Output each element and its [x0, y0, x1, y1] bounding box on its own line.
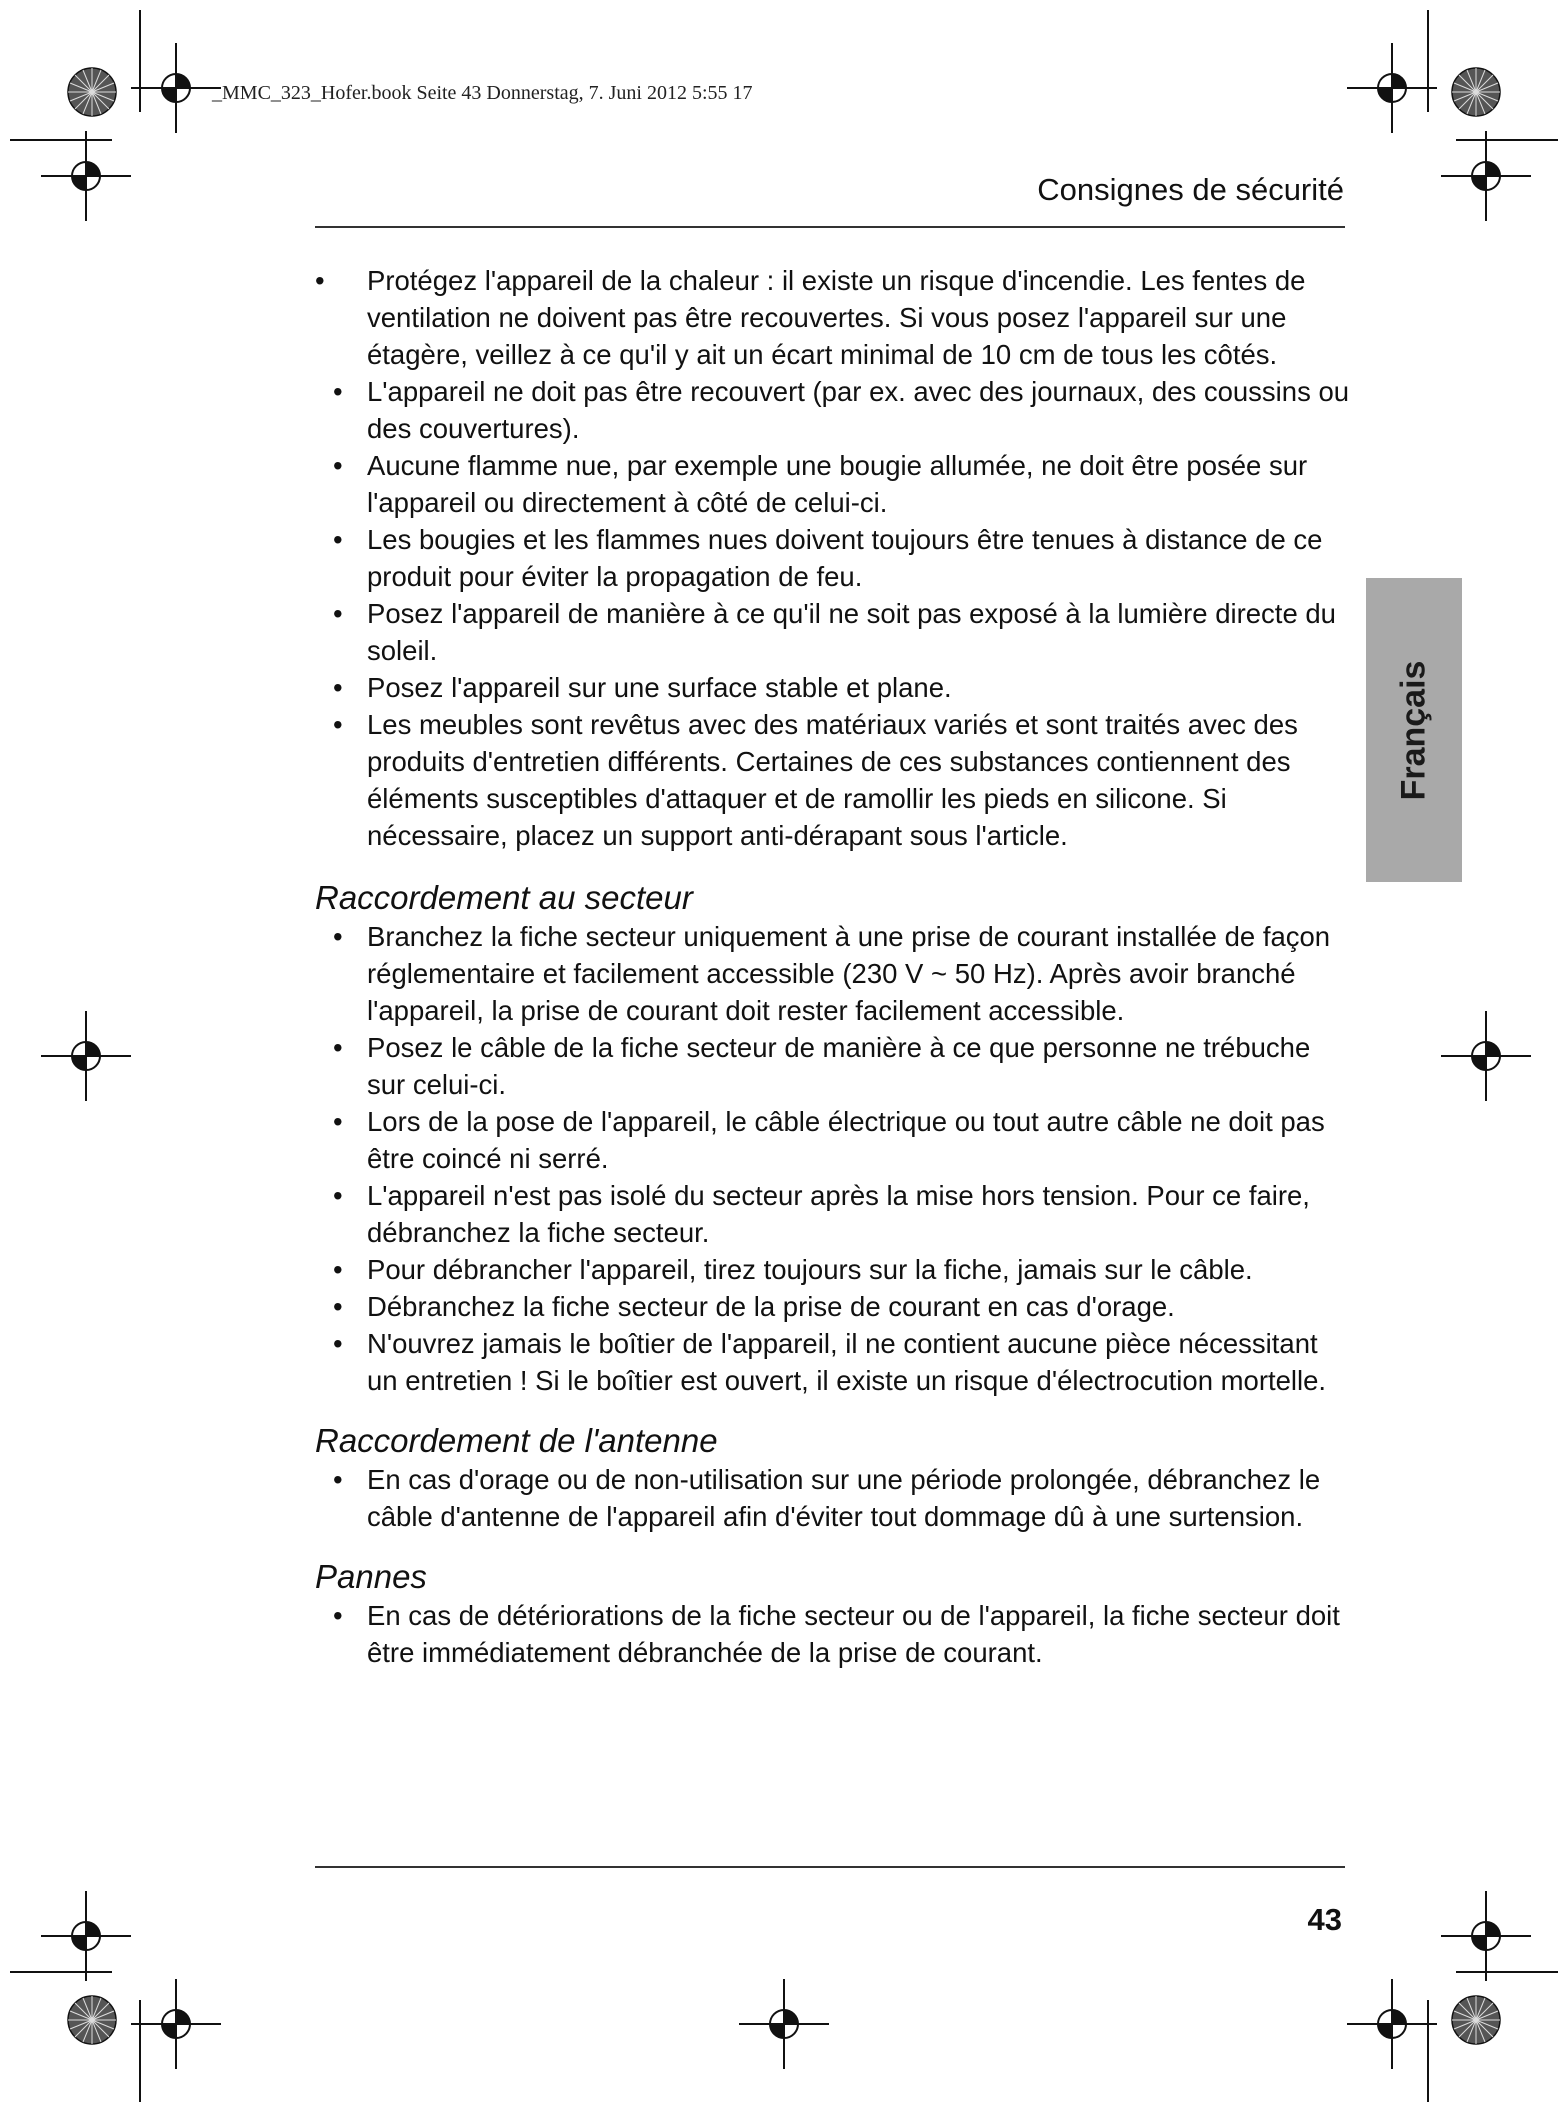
section-heading-mains-connection: Raccordement au secteur: [315, 879, 693, 916]
list-item: [315, 373, 1350, 447]
list-item-text: Posez l'appareil sur une surface stable et plane.: [367, 672, 952, 703]
list-item-text: Posez le câble de la fiche secteur de manière à ce que personne ne trébuche sur celui-ci.: [367, 1032, 1311, 1100]
list-item: [315, 1325, 1350, 1399]
list-item: [315, 262, 1350, 373]
running-head: Consignes de sécurité: [1037, 172, 1344, 207]
list-item: [315, 1251, 1350, 1288]
list-item-text: Les meubles sont revêtus avec des matériaux variés et sont traités avec des produits d'entretien différents. Certaines de ces substances contiennent des éléments susceptibles d'attaquer et de ramollir les pieds en silicone. Si nécessaire, placez un support anti-dérapant sous l'article.: [367, 709, 1298, 851]
bullet: •: [333, 524, 343, 555]
bullet: •: [333, 1291, 343, 1322]
list-item: [315, 1103, 1350, 1177]
section-heading-antenna-connection: Raccordement de l'antenne: [315, 1422, 718, 1459]
list-item-text: Branchez la fiche secteur uniquement à une prise de courant installée de façon réglementaire et facilement accessible (230 V ~ 50 Hz). Après avoir branché l'appareil, la prise de courant doit rester facilement accessible.: [367, 921, 1331, 1026]
bullet: •: [315, 265, 325, 296]
list-item: [315, 706, 1350, 854]
list-item-text: N'ouvrez jamais le boîtier de l'appareil, il ne contient aucune pièce nécessitant un entretien ! Si le boîtier est ouvert, il existe un risque d'électrocution mortelle.: [367, 1328, 1327, 1396]
bullet: •: [333, 1328, 343, 1359]
list-item: [315, 669, 1350, 706]
list-item: [315, 1177, 1350, 1251]
intro-list: [315, 262, 1350, 854]
bullet: •: [333, 376, 343, 407]
list-item-text: Posez l'appareil de manière à ce qu'il ne soit pas exposé à la lumière directe du soleil.: [367, 598, 1336, 666]
list-item: [315, 521, 1350, 595]
bullet: •: [333, 709, 343, 740]
list-item: [315, 1029, 1350, 1103]
antenna-connection-list: [315, 1461, 1350, 1535]
bullet: •: [333, 1106, 343, 1137]
list-item-text: Débranchez la fiche secteur de la prise de courant en cas d'orage.: [367, 1291, 1175, 1322]
list-item-text: Protégez l'appareil de la chaleur : il existe un risque d'incendie. Les fentes de ventilation ne doivent pas être recouvertes. Si vous posez l'appareil sur une étagère, veillez à ce qu'il y ait un écart minimal de 10 cm de tous les côtés.: [367, 265, 1306, 370]
language-tab: [1366, 578, 1462, 882]
section-heading-faults: Pannes: [315, 1558, 427, 1595]
print-slug-line: _MMC_323_Hofer.book Seite 43 Donnerstag, 7. Juni 2012 5:55 17: [212, 82, 753, 104]
bullet: •: [333, 1180, 343, 1211]
list-item-text: L'appareil n'est pas isolé du secteur après la mise hors tension. Pour ce faire, débranchez la fiche secteur.: [367, 1180, 1310, 1248]
bullet: •: [333, 1032, 343, 1063]
list-item-text: Lors de la pose de l'appareil, le câble électrique ou tout autre câble ne doit pas être coincé ni serré.: [367, 1106, 1325, 1174]
page-content: [315, 262, 1350, 1671]
footer-rule: [315, 1866, 1345, 1868]
list-item: [315, 918, 1350, 1029]
page-number: 43: [1307, 1902, 1342, 1937]
list-item: [315, 1288, 1350, 1325]
list-item-text: Pour débrancher l'appareil, tirez toujours sur la fiche, jamais sur le câble.: [367, 1254, 1253, 1285]
mains-connection-list: [315, 918, 1350, 1399]
list-item: [315, 1461, 1350, 1535]
list-item: [315, 595, 1350, 669]
bullet: •: [333, 1600, 343, 1631]
list-item-text: En cas de détériorations de la fiche secteur ou de l'appareil, la fiche secteur doit être immédiatement débranchée de la prise de courant.: [367, 1600, 1340, 1668]
language-tab-label: Français: [1394, 660, 1433, 800]
list-item: [315, 447, 1350, 521]
list-item: [315, 1597, 1350, 1671]
bullet: •: [333, 921, 343, 952]
list-item-text: Les bougies et les flammes nues doivent toujours être tenues à distance de ce produit pour éviter la propagation de feu.: [367, 524, 1323, 592]
bullet: •: [333, 598, 343, 629]
list-item-text: L'appareil ne doit pas être recouvert (par ex. avec des journaux, des coussins ou des couvertures).: [367, 376, 1350, 444]
bullet: •: [333, 1254, 343, 1285]
list-item-text: Aucune flamme nue, par exemple une bougie allumée, ne doit être posée sur l'appareil ou directement à côté de celui-ci.: [367, 450, 1308, 518]
faults-list: [315, 1597, 1350, 1671]
bullet: •: [333, 450, 343, 481]
list-item-text: En cas d'orage ou de non-utilisation sur une période prolongée, débranchez le câble d'antenne de l'appareil afin d'éviter tout dommage dû à une surtension.: [367, 1464, 1321, 1532]
bullet: •: [333, 1464, 343, 1495]
bullet: •: [333, 672, 343, 703]
header-rule: [315, 226, 1345, 228]
